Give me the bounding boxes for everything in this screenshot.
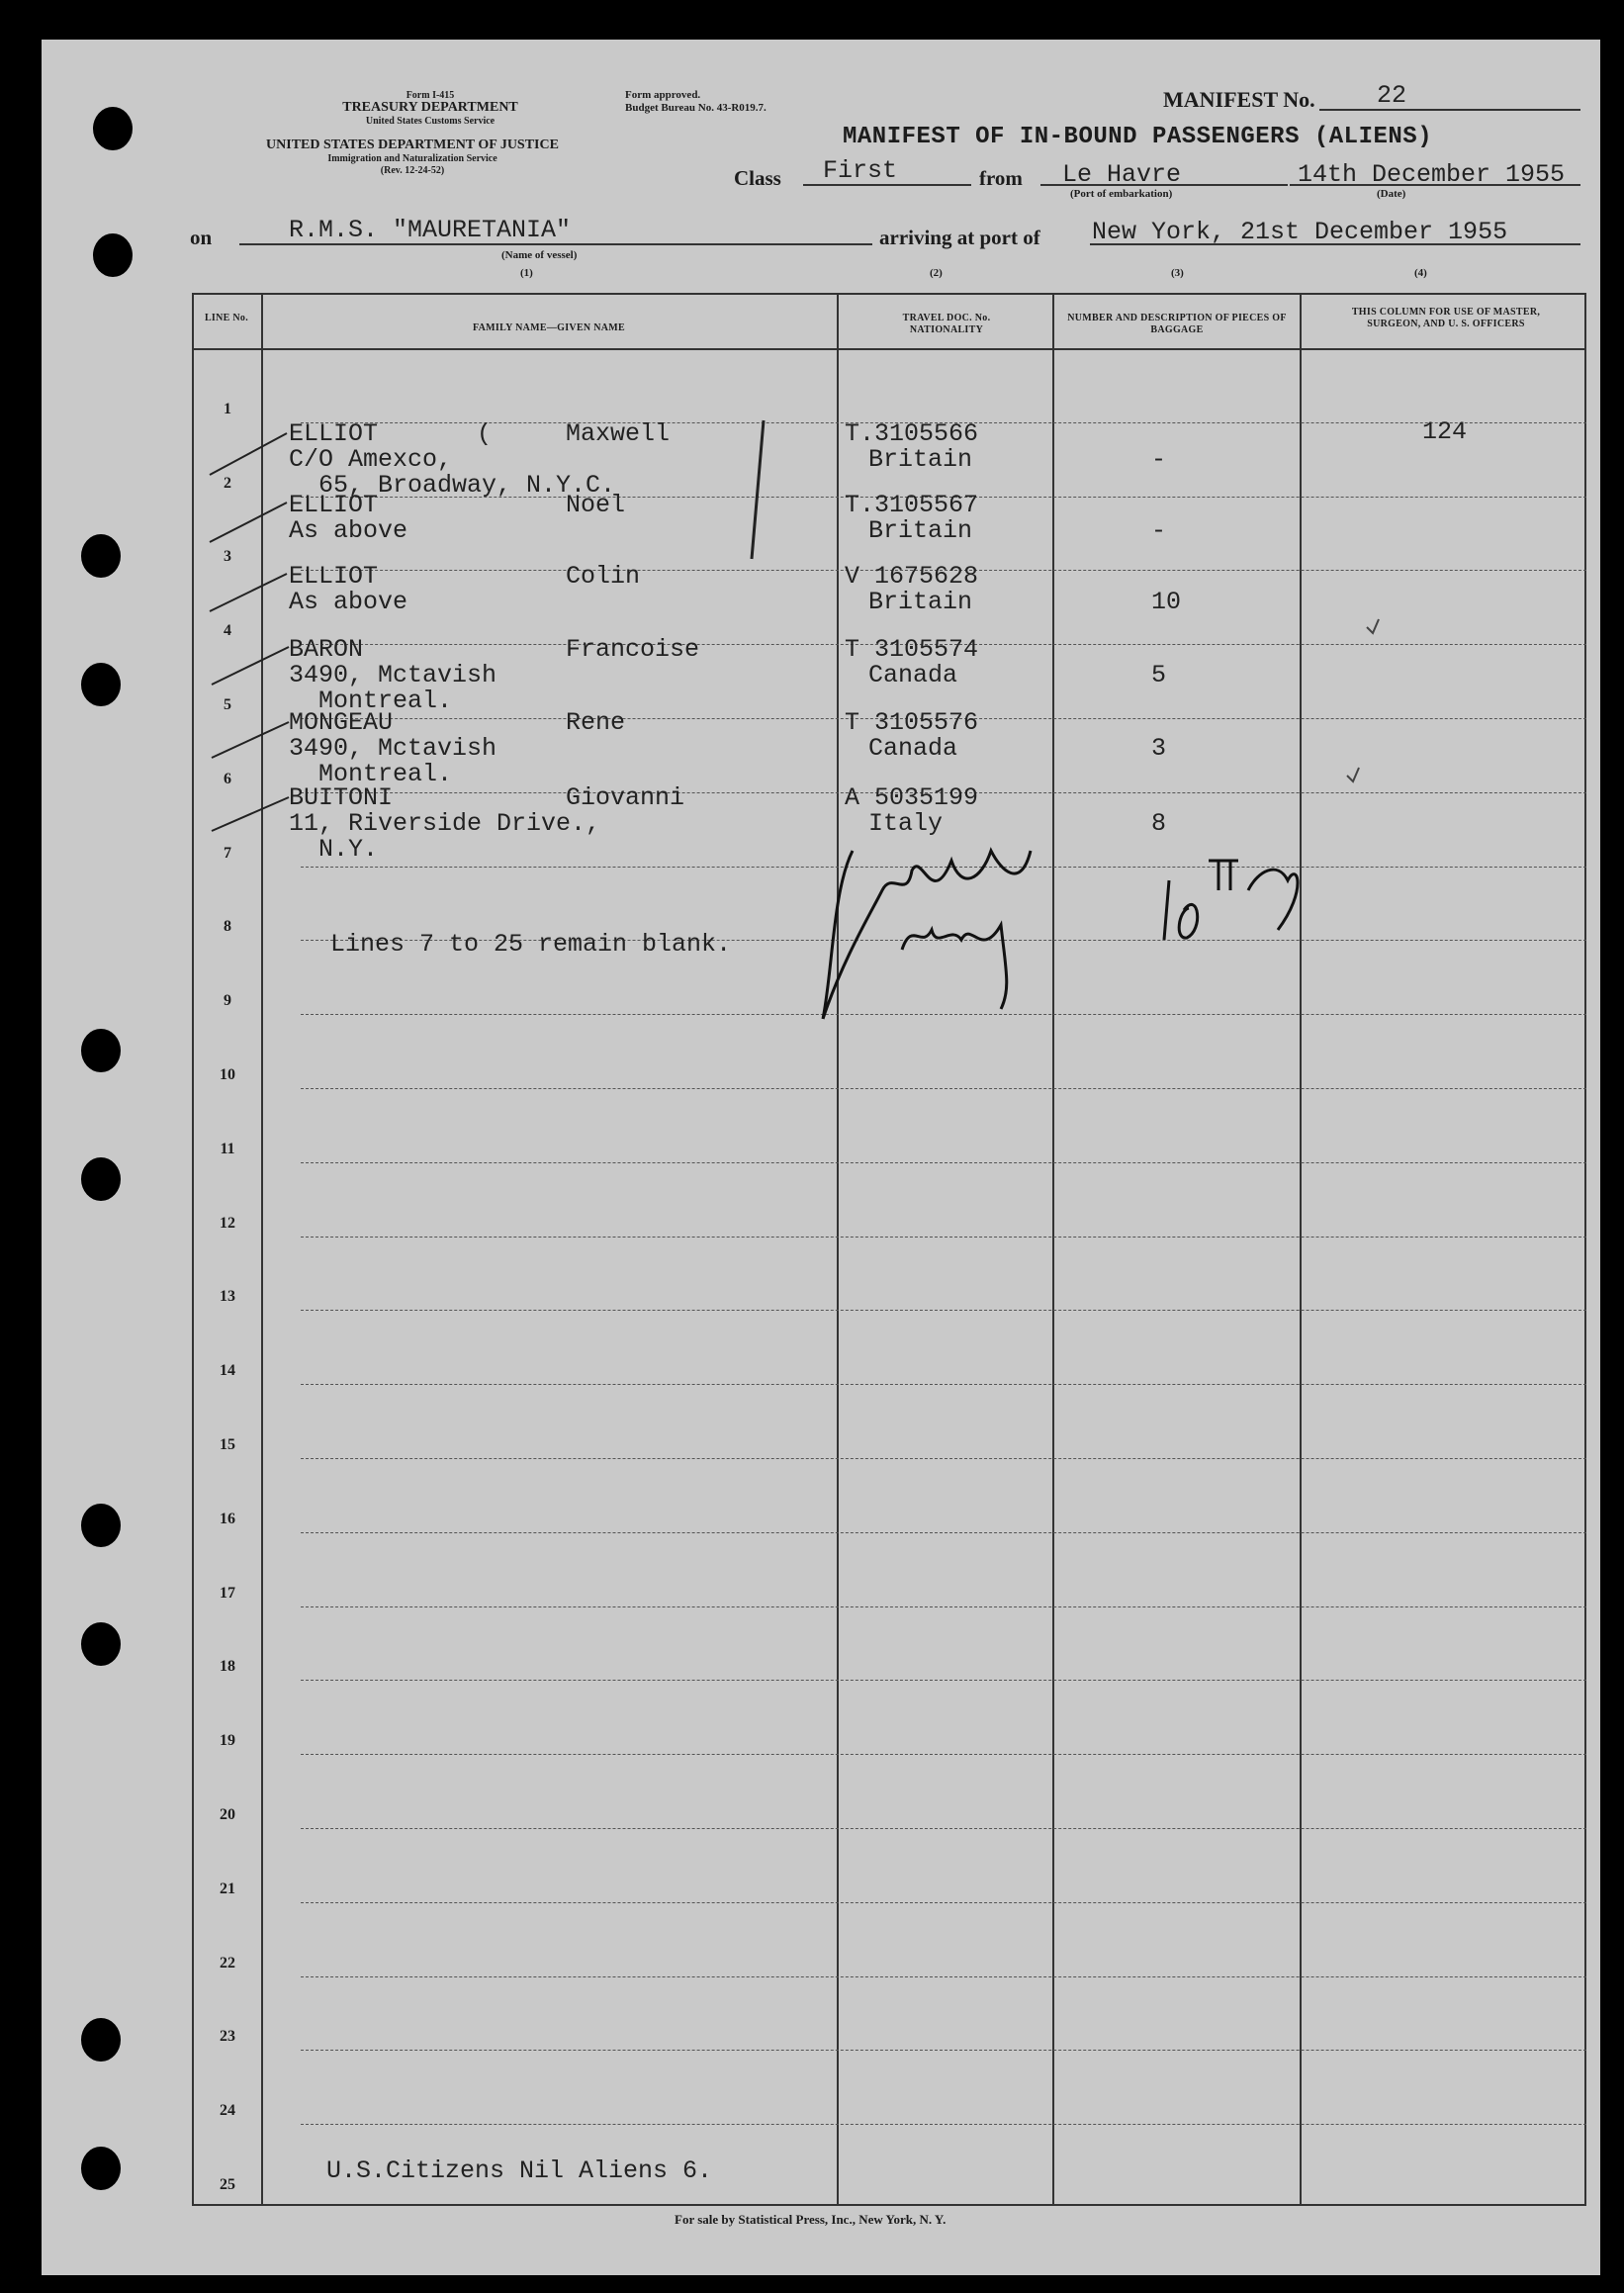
given-name: Maxwell — [566, 419, 671, 448]
line-number: 11 — [220, 1140, 235, 1157]
line-number: 24 — [220, 2102, 235, 2120]
class-value: First — [823, 156, 898, 185]
family-name: ELLIOT — [289, 562, 379, 591]
officer-number: 124 — [1422, 417, 1468, 446]
header-travel-doc: TRAVEL DOC. No. NATIONALITY — [902, 313, 991, 335]
line-number: 12 — [220, 1214, 235, 1232]
line-number: 1 — [224, 400, 231, 417]
form-number: Form I-415 — [406, 90, 455, 101]
vessel-caption: (Name of vessel) — [501, 249, 578, 261]
hand-markings — [42, 40, 1600, 2275]
customs-service: United States Customs Service — [365, 116, 496, 127]
address-line-2: 65, Broadway, N.Y.C. — [318, 471, 616, 500]
address-line-1: 3490, Mctavish — [289, 734, 497, 763]
line-number: 17 — [220, 1584, 235, 1602]
travel-doc-number: T 3105576 — [845, 708, 979, 737]
address-line-2: N.Y. — [318, 835, 379, 864]
nationality: Britain — [868, 588, 973, 616]
family-name: ELLIOT — [289, 419, 379, 448]
line-number: 6 — [224, 770, 231, 787]
line-number: 18 — [220, 1658, 235, 1676]
justice-dept: UNITED STATES DEPARTMENT OF JUSTICE — [266, 138, 559, 152]
nationality: Canada — [868, 661, 958, 689]
printer-credit: For sale by Statistical Press, Inc., New York, N. Y. — [675, 2212, 947, 2227]
line-number: 16 — [220, 1510, 235, 1527]
travel-doc-number: T.3105567 — [845, 491, 979, 519]
baggage-count: 3 — [1151, 734, 1167, 763]
family-name: ELLIOT — [289, 491, 379, 519]
address-line-1: 3490, Mctavish — [289, 661, 497, 689]
on-label: on — [190, 226, 213, 249]
line-number: 3 — [224, 548, 231, 566]
address-line-1: As above — [289, 516, 408, 545]
nationality: Italy — [868, 809, 944, 838]
address-line-1: 11, Riverside Drive., — [289, 809, 601, 838]
line-number: 10 — [220, 1066, 235, 1083]
baggage-count: 8 — [1151, 809, 1167, 838]
header-officers: THIS COLUMN FOR USE OF MASTER, SURGEON, AND U. S. OFFICERS — [1351, 307, 1541, 329]
family-name: MONGEAU — [289, 708, 394, 737]
manifest-label: MANIFEST No. — [1163, 87, 1315, 112]
travel-doc-number: T 3105574 — [845, 635, 979, 664]
line-number: 5 — [224, 696, 231, 713]
line-number: 25 — [220, 2176, 235, 2193]
paren-mark: ( — [477, 419, 493, 448]
line-number: 13 — [220, 1288, 235, 1306]
line-number: 14 — [220, 1362, 235, 1380]
manifest-number: 22 — [1377, 81, 1407, 110]
line-number: 23 — [220, 2028, 235, 2046]
line-number: 19 — [220, 1732, 235, 1750]
line-number: 15 — [220, 1436, 235, 1453]
line-number: 21 — [220, 1880, 235, 1897]
col-num-2: (2) — [930, 267, 943, 279]
line-number: 7 — [224, 844, 231, 862]
address-line-2: Montreal. — [318, 760, 453, 788]
col-num-3: (3) — [1171, 267, 1184, 279]
arriving-label: arriving at port of — [879, 226, 1040, 249]
travel-doc-number: V 1675628 — [845, 562, 979, 591]
nationality: Britain — [868, 445, 973, 474]
departure-date: 14th December 1955 — [1298, 160, 1566, 189]
travel-doc-number: A 5035199 — [845, 783, 979, 812]
blank-lines-note: Lines 7 to 25 remain blank. — [330, 930, 732, 959]
from-label: from — [979, 166, 1023, 190]
inspector-signature — [813, 831, 1367, 1029]
header-name: FAMILY NAME—GIVEN NAME — [472, 322, 625, 333]
baggage-count: - — [1151, 445, 1167, 474]
budget-bureau: Budget Bureau No. 43-R019.7. — [625, 102, 767, 114]
header-baggage: NUMBER AND DESCRIPTION OF PIECES OF BAGGAGE — [1067, 313, 1287, 335]
form-approved: Form approved. — [625, 89, 701, 101]
manifest-page — [42, 40, 1600, 2275]
passenger-totals: U.S.Citizens Nil Aliens 6. — [326, 2156, 713, 2185]
col-num-4: (4) — [1414, 267, 1427, 279]
address-line-2: Montreal. — [318, 687, 453, 715]
line-number: 4 — [224, 622, 231, 640]
given-name: Giovanni — [566, 783, 685, 812]
line-number: 8 — [224, 918, 231, 936]
baggage-count: - — [1151, 516, 1167, 545]
arrival-details: New York, 21st December 1955 — [1092, 218, 1508, 246]
port-of-embarkation: Le Havre — [1062, 160, 1182, 189]
nationality: Britain — [868, 516, 973, 545]
baggage-count: 10 — [1151, 588, 1182, 616]
nationality: Canada — [868, 734, 958, 763]
family-name: BARON — [289, 635, 364, 664]
date-caption: (Date) — [1377, 188, 1406, 200]
given-name: Colin — [566, 562, 641, 591]
travel-doc-number: T.3105566 — [845, 419, 979, 448]
family-name: BUITONI — [289, 783, 394, 812]
manifest-title: MANIFEST OF IN-BOUND PASSENGERS (ALIENS) — [843, 124, 1433, 150]
port-caption: (Port of embarkation) — [1070, 188, 1173, 200]
line-number: 9 — [224, 992, 231, 1010]
given-name: Rene — [566, 708, 626, 737]
revision: (Rev. 12-24-52) — [380, 165, 445, 176]
class-label: Class — [734, 166, 781, 190]
treasury-dept: TREASURY DEPARTMENT — [342, 100, 518, 115]
line-number: 22 — [220, 1954, 235, 1972]
col-num-1: (1) — [520, 267, 533, 279]
vessel-name: R.M.S. "MAURETANIA" — [289, 216, 572, 244]
line-number: 20 — [220, 1806, 235, 1823]
given-name: Francoise — [566, 635, 700, 664]
ins-service: Immigration and Naturalization Service — [327, 153, 497, 164]
header-line-no: LINE No. — [204, 313, 249, 323]
address-line-1: C/O Amexco, — [289, 445, 453, 474]
line-number: 2 — [224, 474, 231, 492]
given-name: Noel — [566, 491, 626, 519]
address-line-1: As above — [289, 588, 408, 616]
baggage-count: 5 — [1151, 661, 1167, 689]
